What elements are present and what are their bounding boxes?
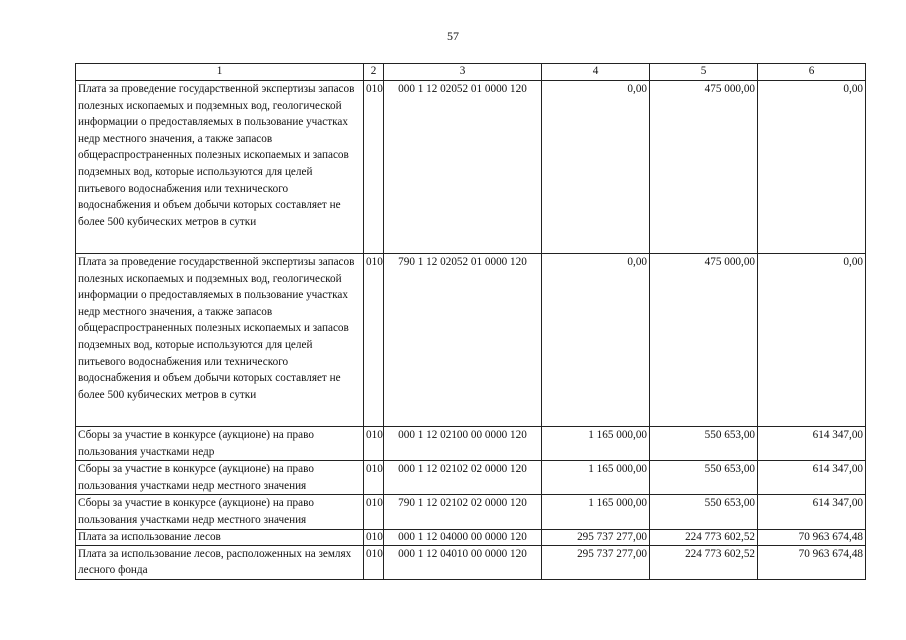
row-section: 010	[364, 427, 384, 461]
row-col6: 0,00	[758, 254, 866, 427]
header-cell: 1	[76, 64, 364, 81]
row-col6: 0,00	[758, 81, 866, 254]
header-cell: 2	[364, 64, 384, 81]
row-col5: 550 653,00	[650, 461, 758, 495]
row-col5: 224 773 602,52	[650, 529, 758, 545]
row-col4: 295 737 277,00	[542, 545, 650, 579]
header-cell: 5	[650, 64, 758, 81]
row-code: 000 1 12 02102 02 0000 120	[384, 461, 542, 495]
row-section: 010	[364, 81, 384, 254]
row-col5: 550 653,00	[650, 427, 758, 461]
table-row	[76, 529, 866, 545]
row-section: 010	[364, 461, 384, 495]
row-col5: 475 000,00	[650, 254, 758, 427]
table-row	[76, 545, 866, 579]
row-name: Сборы за участие в конкурсе (аукционе) на право пользования участками недр	[76, 427, 364, 461]
row-col6: 614 347,00	[758, 427, 866, 461]
row-section: 010	[364, 545, 384, 579]
revenue-table	[75, 63, 866, 580]
table-row	[76, 461, 866, 495]
row-section: 010	[364, 529, 384, 545]
table-row	[76, 495, 866, 529]
row-col4: 0,00	[542, 254, 650, 427]
row-col6: 70 963 674,48	[758, 529, 866, 545]
row-col5: 475 000,00	[650, 81, 758, 254]
row-code: 000 1 12 02052 01 0000 120	[384, 81, 542, 254]
row-name: Плата за использование лесов	[76, 529, 364, 545]
row-name: Плата за использование лесов, расположенных на землях лесного фонда	[76, 545, 364, 579]
header-cell: 4	[542, 64, 650, 81]
row-col6: 614 347,00	[758, 495, 866, 529]
page-number: 57	[447, 29, 459, 43]
table-row	[76, 427, 866, 461]
row-col4: 1 165 000,00	[542, 461, 650, 495]
row-col4: 295 737 277,00	[542, 529, 650, 545]
row-code: 790 1 12 02102 02 0000 120	[384, 495, 542, 529]
header-cell: 6	[758, 64, 866, 81]
row-code: 790 1 12 02052 01 0000 120	[384, 254, 542, 427]
row-col6: 70 963 674,48	[758, 545, 866, 579]
row-name: Сборы за участие в конкурсе (аукционе) на право пользования участками недр местного значения	[76, 461, 364, 495]
row-name: Плата за проведение государственной экспертизы запасов полезных ископаемых и подземных вод, геологической информации о предоставляемых в пользование участках недр местного значения, а также запасов общераспространенных полезных ископаемых и запасов подземных вод, которые используются для целей питьевого водоснабжения или технического водоснабжения и объем добычи которых составляет не более 500 кубических метров в сутки	[76, 81, 364, 254]
row-code: 000 1 12 04010 00 0000 120	[384, 545, 542, 579]
row-col5: 550 653,00	[650, 495, 758, 529]
row-name: Плата за проведение государственной экспертизы запасов полезных ископаемых и подземных вод, геологической информации о предоставляемых в пользование участках недр местного значения, а также запасов общераспространенных полезных ископаемых и запасов подземных вод, которые используются для целей питьевого водоснабжения или технического водоснабжения и объем добычи которых составляет не более 500 кубических метров в сутки	[76, 254, 364, 427]
row-col4: 1 165 000,00	[542, 495, 650, 529]
row-code: 000 1 12 02100 00 0000 120	[384, 427, 542, 461]
row-section: 010	[364, 254, 384, 427]
row-col5: 224 773 602,52	[650, 545, 758, 579]
row-col6: 614 347,00	[758, 461, 866, 495]
table-row	[76, 254, 866, 427]
header-cell: 3	[384, 64, 542, 81]
table-row	[76, 81, 866, 254]
header-row	[76, 64, 866, 81]
row-code: 000 1 12 04000 00 0000 120	[384, 529, 542, 545]
row-col4: 0,00	[542, 81, 650, 254]
row-name: Сборы за участие в конкурсе (аукционе) на право пользования участками недр местного значения	[76, 495, 364, 529]
row-col4: 1 165 000,00	[542, 427, 650, 461]
row-section: 010	[364, 495, 384, 529]
